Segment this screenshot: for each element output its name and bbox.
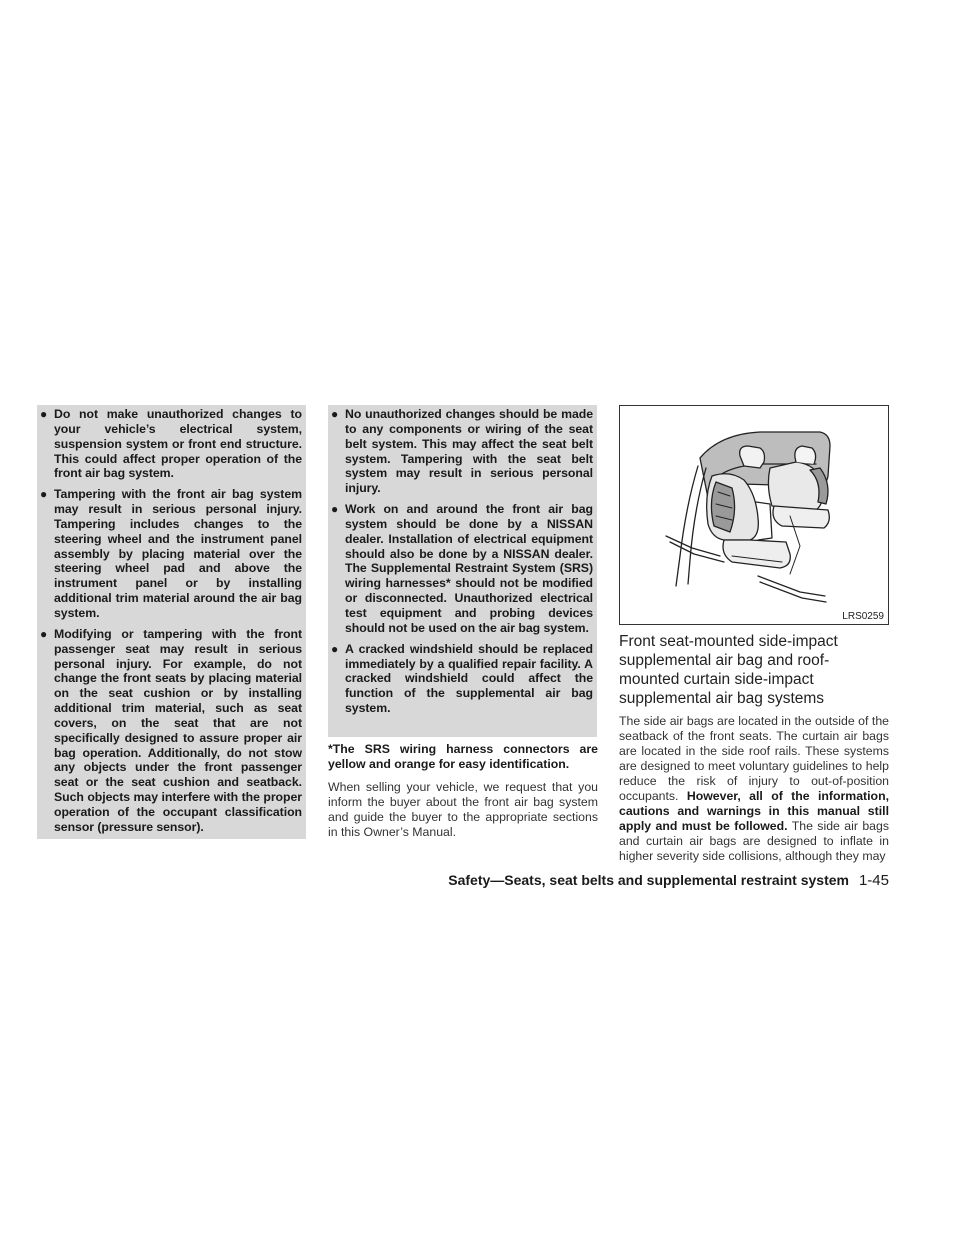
bullet-icon: ● xyxy=(40,487,48,502)
airbag-diagram-icon xyxy=(620,406,888,624)
side-airbag-illustration xyxy=(619,405,889,625)
warning-bullet xyxy=(330,642,593,716)
warning-text: No unauthorized changes should be made to any components or wiring of the seat belt system. This may affect the seat belt system. Tampering with the seat belt system may result in serious personal injury. xyxy=(345,407,593,496)
warning-text: A cracked windshield should be replaced immediately by a qualified repair facility. A cracked windshield could affect the function of the supplemental air bag system. xyxy=(345,641,593,716)
warning-bullet xyxy=(330,407,593,496)
paragraph-bold-text: However, all of the information, cautions and warnings in this manual still apply and must be followed. xyxy=(619,789,889,833)
warning-text: Modifying or tampering with the front passenger seat may result in serious personal injury. For example, do not change the front seats by placing material on the seat cushion or by installing additional trim material, such as seat covers, on the seat that are not specifically designed to assure proper air bag operation. Additionally, do not stow any objects under the front passenger seat or the seat cushion and seatback. Such objects may interfere with the proper operation of the occupant classification sensor (pressure sensor). xyxy=(54,626,302,834)
footer-section-title: Safety—Seats, seat belts and supplemental restraint system xyxy=(448,872,849,888)
warning-bullet xyxy=(39,407,302,481)
section-heading: Front seat-mounted side-impact supplemental air bag and roof-mounted curtain side-impact supplemental air bag systems xyxy=(619,633,838,707)
bullet-icon: ● xyxy=(331,407,339,421)
bullet-icon: ● xyxy=(331,502,339,517)
warning-bullet xyxy=(330,502,593,636)
paragraph-text: The side air bags are located in the outside of the seatback of the front seats. The curtain air bags are located in the side roof rails. These systems are designed to meet voluntary guidelines to help reduce the risk of injury to out-of-position occupants. xyxy=(619,714,889,803)
warning-box-middle xyxy=(328,405,597,737)
warning-bullet xyxy=(39,487,302,621)
page-number: 1-45 xyxy=(858,872,889,889)
bullet-icon: ● xyxy=(40,407,48,421)
warning-box-left xyxy=(37,405,306,839)
paragraph-text: The side air bags and curtain air bags are designed to inflate in higher severity side collisions, although they may xyxy=(619,819,889,863)
bullet-icon: ● xyxy=(40,626,48,641)
warning-bullet xyxy=(39,627,302,835)
warning-text: Work on and around the front air bag system should be done by a NISSAN dealer. Installation of electrical equipment should also be done by a NISSAN dealer. The Supplemental Restraint System (SRS) wiring harnesses* should not be modified or disconnected. Unauthorized electrical test equipment and probing devices should not be used on the air bag system. xyxy=(345,502,593,635)
srs-connector-note: *The SRS wiring harness connectors are yellow and orange for easy identification. xyxy=(328,742,598,771)
side-airbag-paragraph xyxy=(619,714,889,864)
warning-text: Tampering with the front air bag system may result in serious personal injury. Tampering includes changes to the steering wheel and the instrument panel assembly by placing material over the steering wheel pad and above the instrument panel or by installing additional trim material around the air bag system. xyxy=(54,487,302,620)
bullet-icon: ● xyxy=(331,641,339,656)
figure-code: LRS0259 xyxy=(842,611,884,622)
warning-text: Do not make unauthorized changes to your vehicle’s electrical system, suspension system or front end structure. This could affect proper operation of the front air bag system. xyxy=(54,407,302,481)
page-footer xyxy=(380,872,889,889)
selling-vehicle-paragraph: When selling your vehicle, we request that you inform the buyer about the front air bag system and guide the buyer to the appropriate sections in this Owner’s Manual. xyxy=(328,780,598,839)
